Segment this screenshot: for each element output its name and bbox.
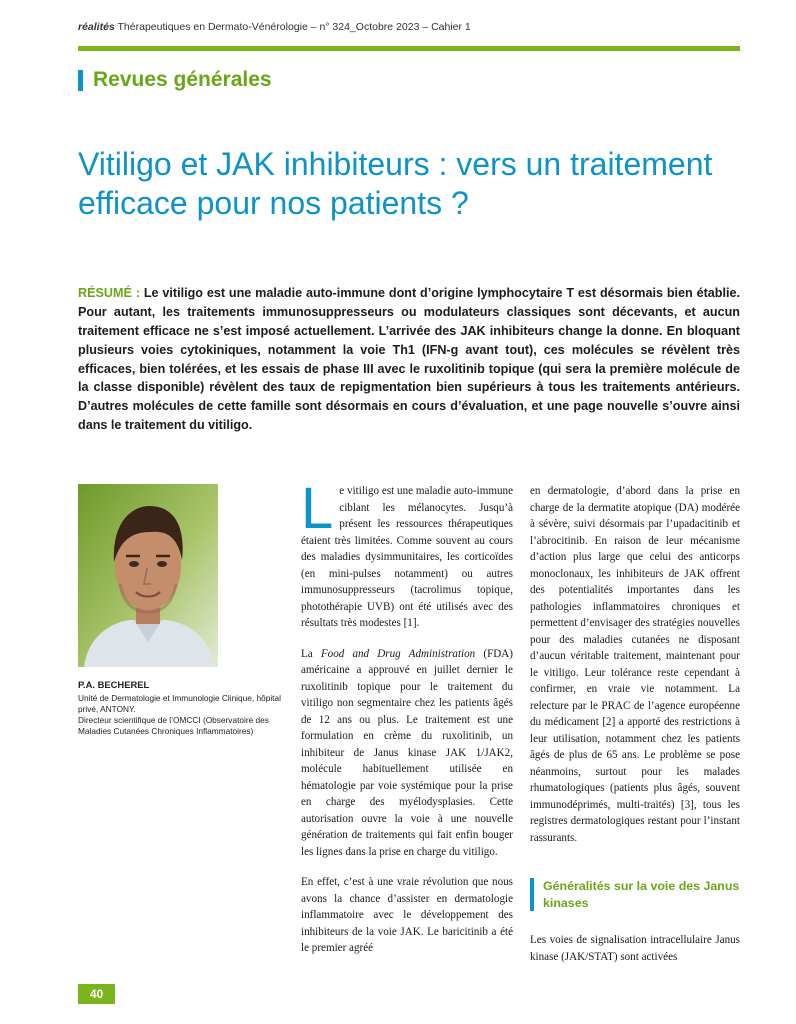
body-paragraph: Les voies de signalisation intracellulaire Janus kinase (JAK/STAT) sont activées — [530, 934, 740, 963]
page-number: 40 — [78, 984, 115, 1004]
body-column-1 — [301, 476, 513, 957]
journal-brand: réalités — [78, 21, 115, 33]
body-paragraph: en dermatologie, d’abord dans la prise en charge de la dermatite atopique (DA) modérée à sévère, suivi désormais par l’upadacitinib et l’abrocitinib. En raison de leur mécanisme d’action plus large que celui des anticorps monoclonaux, les inhibiteurs de JAK offrent des potentialités importantes dans les pathologies inflammatoires chroniques et permettent d’envisager des stratégies nouvelles pour des maladies cutanées ne disposant d’aucun véritable traitement, maintenant pour le vitiligo. Leur tolérance reste cependant à confirmer, en vraie vie notamment. La relecture par le PRAC de l’agence européenne du médicament [2] a apporté des restrictions à leur utilisation, notamment chez les patients âgés de plus de 65 ans. Le problème se pose néanmoins, surtout pour les malades rhumatologiques (patients plus âgés, souvent immunodéprimés, multi-traités) [3], tous les registres dermatologiques restant pour l’instant rassurants. — [530, 485, 740, 844]
body-paragraph: En effet, c’est à une vraie révolution que nous avons la chance d’assister en dermatologie inflammatoire avec le développement des inhibiteurs de la voie JAK. Le baricitinib a été le premier agréé — [301, 876, 513, 955]
abstract — [78, 284, 740, 435]
subheading-marker — [530, 878, 534, 911]
agency-name: Food and Drug Administration — [320, 647, 476, 660]
paragraph-text: La — [301, 647, 321, 660]
author-name: P.A. BECHEREL — [78, 679, 150, 690]
body-paragraph — [301, 476, 513, 632]
author-block — [78, 679, 288, 736]
running-header — [78, 21, 471, 33]
abstract-text: Le vitiligo est une maladie auto-immune dont d’origine lymphocytaire T est désormais bien établie. Pour autant, les traitements immunosuppresseurs ou modulateurs classiques sont décevants, et aucun traitement efficace ne s’est imposé actuellement. L’arrivée des JAK inhibiteurs change la donne. En bloquant plusieurs voies cytokiniques, notamment la voie Th1 (IFN-g avant tout), ces molécules se révèlent très efficaces, bien tolérées, et les essais de phase III avec le ruxolitinib topique (qui sera la première molécule de la classe disponible) révèlent des taux de repigmentation bien supérieurs à tous les traitements antérieurs. D’autres molécules de cette famille sont désormais en cours d’évaluation, et une page nouvelle s’ouvre ainsi dans le traitement du vitiligo. — [78, 286, 741, 433]
author-role: Directeur scientifique de l’OMCCI (Observatoire des Maladies Cutanées Chroniques Inflammatoires) — [78, 714, 269, 736]
section-marker — [78, 70, 83, 91]
subheading-text: Généralités sur la voie des Janus kinases — [543, 879, 740, 910]
section-label — [78, 68, 272, 92]
section-label-text: Revues générales — [93, 68, 272, 91]
body-paragraph — [301, 646, 513, 861]
abstract-label: RÉSUMÉ : — [78, 286, 140, 300]
article-title: Vitiligo et JAK inhibiteurs : vers un traitement efficace pour nos patients ? — [78, 146, 713, 222]
drop-cap: L — [301, 476, 334, 541]
paragraph-text: e vitiligo est une maladie auto-immune ciblant les mélanocytes. Jusqu’à présent les ressources thérapeutiques étaient très limitées. Comme souvent au cours des maladies dysimmunitaires, les corticoïdes (en mini-pulses notamment) ou autres immunosuppresseurs (tacrolimus topique, photothérapie UVB) ont été utilisés avec des résultats très modestes [1]. — [301, 485, 513, 630]
paragraph-text: (FDA) américaine a approuvé en juillet dernier le ruxolitinib topique pour le traitement du vitiligo non segmentaire chez les patients âgés de 12 ans ou plus. Le traitement est une formulation en crème du ruxolitinib, un inhibiteur de Janus kinase JAK 1/JAK2, molécule habituellement utilisée en hématologie par voie systémique pour la prise en charge des myélodysplasies. Cette autorisation ouvre la voie à une nouvelle génération de traitements qui fait enfin bouger les lignes dans la prise en charge du vitiligo. — [301, 647, 513, 858]
body-column-2-continued — [530, 932, 740, 965]
author-affiliation: Unité de Dermatologie et Immunologie Clinique, hôpital privé, ANTONY. — [78, 693, 281, 714]
header-rule — [78, 46, 740, 51]
body-column-2 — [530, 483, 740, 846]
subheading — [530, 878, 740, 911]
journal-issue: Thérapeutiques en Dermato-Vénérologie – n° 324_Octobre 2023 – Cahier 1 — [114, 21, 471, 33]
author-photo — [78, 484, 218, 667]
